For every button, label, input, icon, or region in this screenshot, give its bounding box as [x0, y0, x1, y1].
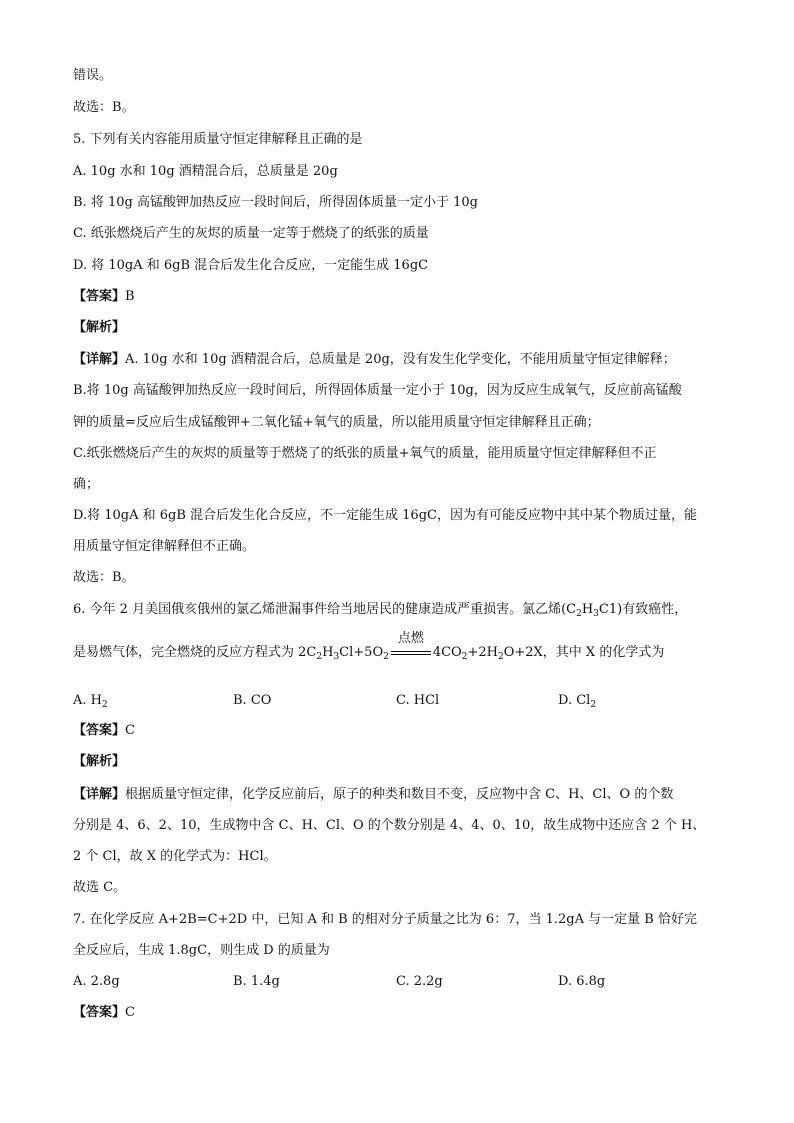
subscript: 2 [497, 652, 504, 662]
q5-option-b: B. 将 10g 高锰酸钾加热反应一段时间后，所得固体质量一定小于 10g [73, 195, 478, 210]
option-text: A. H [73, 693, 102, 708]
q6-detail-line: 2 个 Cl，故 X 的化学式为：HCl。 [73, 849, 277, 864]
q5-detail-line: 用质量守恒定律解释但不正确。 [73, 539, 256, 554]
q5-detail-line [73, 350, 676, 370]
q5-option-c: C. 纸张燃烧后产生的灰烬的质量一定等于燃烧了的纸张的质量 [73, 226, 429, 241]
subscript: 2 [316, 652, 323, 662]
answer-tag: 【答案】 [73, 1005, 126, 1020]
text-line: 错误。 [73, 68, 113, 83]
answer-value: B [125, 289, 135, 304]
question-7-stem: 7. 在化学反应 A+2B=C+2D 中，已知 A 和 B 的相对分子质量之比为 6：7，当 1.2gA 与一定量 B 恰好完 [73, 912, 697, 927]
q7-option-d: D. 6.8g [558, 974, 606, 989]
q6-detail-line [73, 785, 673, 805]
question-6-equation-line [73, 631, 665, 663]
question-5-stem: 5. 下列有关内容能用质量守恒定律解释且正确的是 [73, 132, 363, 147]
q5-detail-line: B.将 10g 高锰酸钾加热反应一段时间后，所得固体质量一定小于 10g，因为反应生成氧气，反应前高锰酸 [73, 383, 682, 398]
q6-option-b: B. CO [233, 693, 272, 708]
stem-text: 6. 今年 2 月美国俄亥俄州的氯乙烯泄漏事件给当地居民的健康造成严重损害。氯乙烯(C [73, 602, 577, 617]
text-line: 故选：B。 [73, 100, 135, 115]
question-6-stem [73, 600, 687, 620]
subscript: 2 [461, 652, 468, 662]
q5-detail-line: 确； [73, 477, 100, 492]
q6-conclusion: 故选 C。 [73, 880, 127, 895]
subscript: 2 [102, 700, 108, 710]
q5-answer [73, 287, 135, 307]
subscript: 3 [333, 652, 340, 662]
reaction-condition-arrow [391, 631, 431, 663]
q5-option-d: D. 将 10gA 和 6gB 混合后发生化合反应，一定能生成 16gC [73, 258, 429, 273]
q5-analysis-tag: 【解析】 [73, 320, 126, 335]
q7-answer [73, 1003, 135, 1023]
q6-option-a [73, 691, 108, 711]
detail-tag: 【详解】 [73, 787, 126, 802]
q6-detail-line: 分别是 4、6、2、10，生成物中含 C、H、Cl、O 的个数分别是 4、4、0、10，故生成物中还应含 2 个 H、 [73, 818, 706, 833]
equals-line-top [391, 651, 431, 652]
q7-option-a: A. 2.8g [73, 974, 120, 989]
subscript: 2 [590, 700, 597, 710]
q5-detail-line: D.将 10gA 和 6gB 混合后发生化合反应，不一定能生成 16gC，因为有可能反应物中其中某个物质过量，能 [73, 508, 697, 523]
answer-value: C [125, 1005, 135, 1020]
question-7-stem: 全反应后，生成 1.8gC，则生成 D 的质量为 [73, 943, 330, 958]
option-text: D. Cl [558, 693, 591, 708]
equals-line-bottom [391, 654, 431, 655]
reaction-condition: 点燃 [397, 631, 424, 646]
stem-text: O+2X，其中 X 的化学式为 [503, 645, 665, 660]
detail-text: A. 10g 水和 10g 酒精混合后，总质量是 20g，没有发生化学变化，不能用质量守恒定律解释； [125, 352, 676, 367]
q5-conclusion: 故选：B。 [73, 570, 135, 585]
q6-analysis-tag: 【解析】 [73, 754, 126, 769]
q5-detail-line: 钾的质量=反应后生成锰酸钾+二氧化锰+氧气的质量，所以能用质量守恒定律解释且正确； [73, 415, 600, 430]
q6-option-c: C. HCl [396, 693, 440, 708]
stem-text: H [581, 602, 594, 617]
subscript: 3 [593, 609, 599, 619]
q7-option-b: B. 1.4g [233, 974, 280, 989]
q6-option-d [558, 691, 596, 711]
q7-option-c: C. 2.2g [396, 974, 443, 989]
q5-detail-line: C.纸张燃烧后产生的灰烬的质量等于燃烧了的纸张的质量+氧气的质量，能用质量守恒定律解释但不正 [73, 446, 657, 461]
stem-text: +2H [467, 645, 498, 660]
stem-text: C1)有致癌性， [598, 602, 688, 617]
answer-tag: 【答案】 [73, 289, 126, 304]
stem-text: Cl+5O [339, 645, 384, 660]
answer-tag: 【答案】 [73, 723, 126, 738]
subscript: 2 [576, 609, 582, 619]
detail-text: 根据质量守恒定律，化学反应前后，原子的种类和数目不变，反应物中含 C、H、Cl、O 的个数 [125, 787, 674, 802]
q5-option-a: A. 10g 水和 10g 酒精混合后，总质量是 20g [73, 164, 338, 179]
stem-text: 是易燃气体，完全燃烧的反应方程式为 2C [73, 645, 317, 660]
detail-tag: 【详解】 [73, 352, 126, 367]
stem-text: H [322, 645, 334, 660]
subscript: 2 [383, 652, 389, 662]
stem-text: 4CO [432, 645, 462, 660]
q6-answer [73, 721, 135, 741]
answer-value: C [125, 723, 135, 738]
